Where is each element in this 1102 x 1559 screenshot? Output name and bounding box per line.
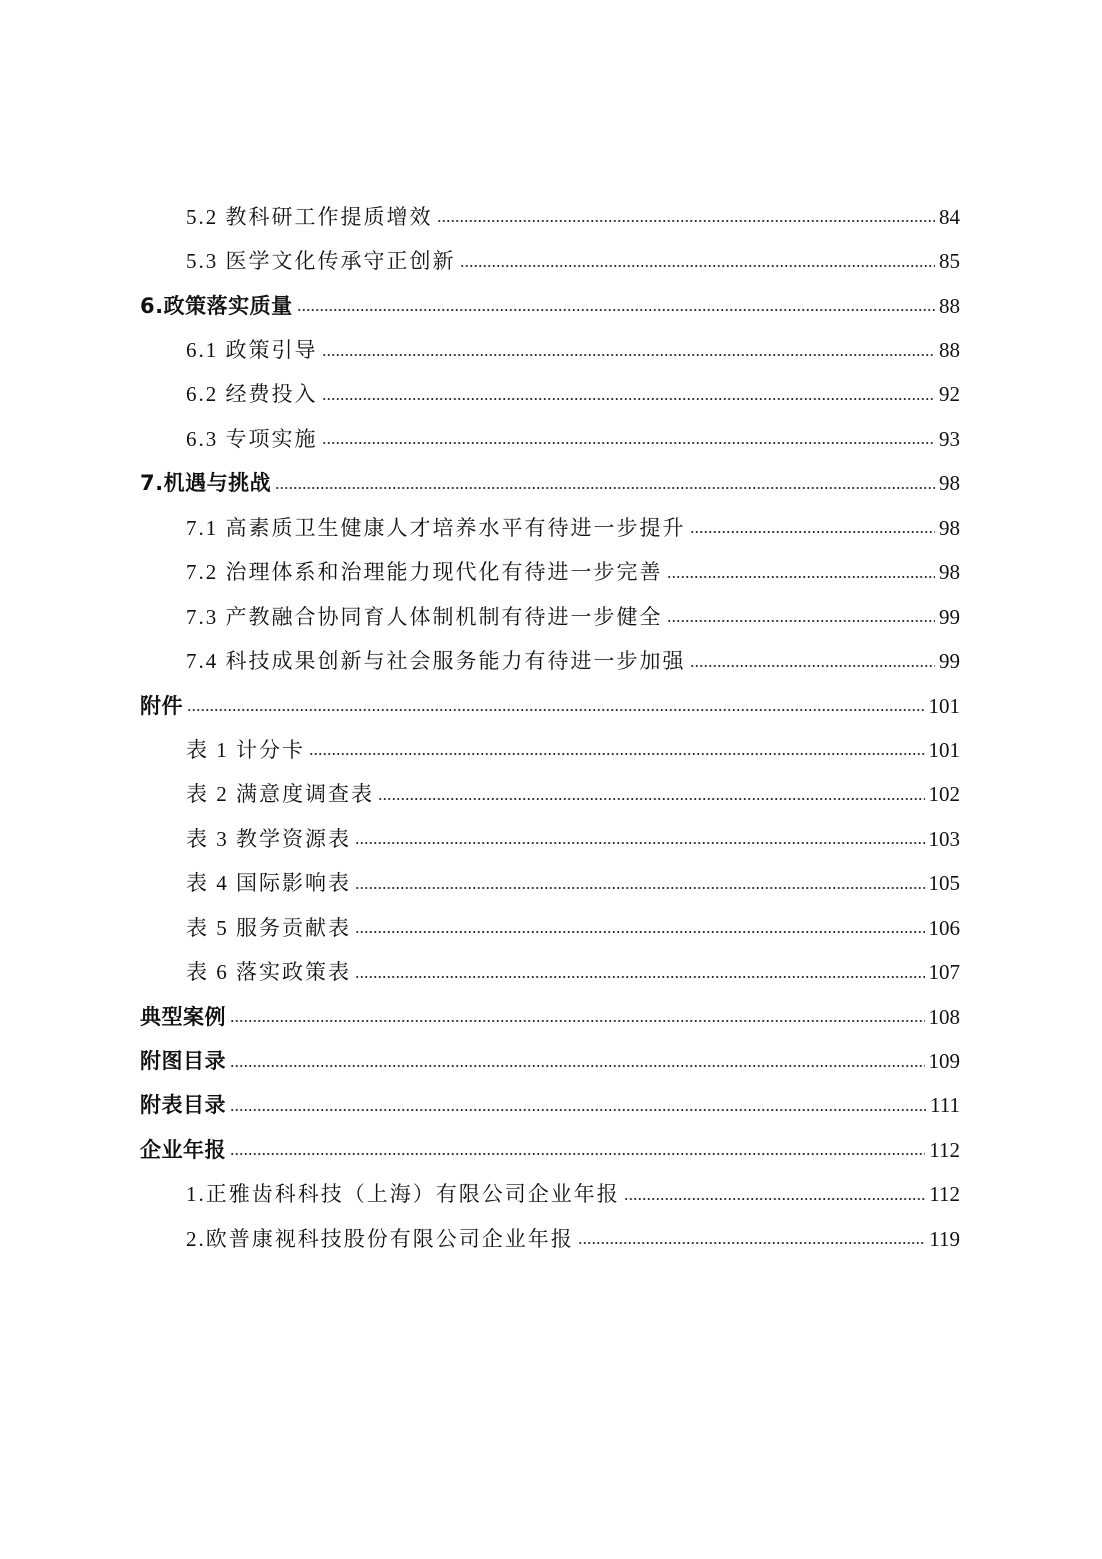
dot-leader bbox=[355, 838, 925, 848]
toc-entry-page-number: 102 bbox=[928, 782, 960, 807]
toc-entry-title: 5.2 教科研工作提质增效 bbox=[186, 204, 433, 229]
toc-entry-page-number: 98 bbox=[939, 515, 960, 540]
toc-entry[interactable] bbox=[140, 595, 960, 639]
toc-entry[interactable] bbox=[140, 817, 960, 861]
toc-entry-title: 7.2 治理体系和治理能力现代化有待进一步完善 bbox=[186, 560, 663, 585]
table-of-contents bbox=[140, 195, 960, 1262]
dot-leader bbox=[667, 616, 936, 626]
toc-section-title: 7.机遇与挑战 bbox=[140, 471, 272, 496]
toc-section-entry[interactable] bbox=[140, 995, 960, 1039]
toc-section-title: 6.政策落实质量 bbox=[140, 293, 293, 318]
toc-entry-title: 表 1 计分卡 bbox=[186, 737, 305, 762]
toc-section-entry[interactable] bbox=[140, 684, 960, 728]
dot-leader bbox=[355, 927, 925, 937]
toc-entry-page-number: 85 bbox=[939, 249, 960, 274]
toc-entry-page-number: 105 bbox=[928, 871, 960, 896]
toc-entry-page-number: 101 bbox=[928, 693, 960, 718]
toc-section-entry[interactable] bbox=[140, 1128, 960, 1172]
toc-entry-page-number: 88 bbox=[939, 338, 960, 363]
toc-entry-title: 表 3 教学资源表 bbox=[186, 826, 351, 851]
toc-entry[interactable] bbox=[140, 1217, 960, 1261]
toc-section-title: 附件 bbox=[140, 693, 183, 718]
toc-entry[interactable] bbox=[140, 239, 960, 283]
toc-section-title: 附图目录 bbox=[140, 1049, 226, 1074]
toc-section-title: 附表目录 bbox=[140, 1093, 226, 1118]
dot-leader bbox=[578, 1238, 926, 1248]
dot-leader bbox=[322, 438, 936, 448]
toc-entry[interactable] bbox=[140, 639, 960, 683]
toc-section-entry[interactable] bbox=[140, 462, 960, 506]
toc-entry-title: 表 6 落实政策表 bbox=[186, 960, 351, 985]
toc-entry-page-number: 112 bbox=[929, 1137, 960, 1162]
toc-entry[interactable] bbox=[140, 728, 960, 772]
toc-entry-title: 7.3 产教融合协同育人体制机制有待进一步健全 bbox=[186, 604, 663, 629]
toc-entry[interactable] bbox=[140, 551, 960, 595]
dot-leader bbox=[230, 1061, 925, 1071]
toc-section-entry[interactable] bbox=[140, 1084, 960, 1128]
toc-entry-page-number: 98 bbox=[939, 471, 960, 496]
dot-leader bbox=[378, 794, 925, 804]
toc-entry[interactable] bbox=[140, 328, 960, 372]
toc-section-entry[interactable] bbox=[140, 1039, 960, 1083]
toc-entry-page-number: 88 bbox=[939, 293, 960, 318]
toc-entry-title: 1.正雅齿科科技（上海）有限公司企业年报 bbox=[186, 1182, 620, 1207]
toc-entry[interactable] bbox=[140, 373, 960, 417]
toc-entry-title: 6.2 经费投入 bbox=[186, 382, 318, 407]
toc-entry-title: 6.3 专项实施 bbox=[186, 426, 318, 451]
toc-entry-page-number: 112 bbox=[929, 1182, 960, 1207]
toc-entry-title: 6.1 政策引导 bbox=[186, 338, 318, 363]
toc-section-entry[interactable] bbox=[140, 284, 960, 328]
toc-entry-page-number: 119 bbox=[929, 1226, 960, 1251]
dot-leader bbox=[230, 1149, 925, 1159]
toc-entry-page-number: 103 bbox=[928, 826, 960, 851]
toc-entry-page-number: 92 bbox=[939, 382, 960, 407]
dot-leader bbox=[355, 883, 925, 893]
toc-entry-title: 表 4 国际影响表 bbox=[186, 871, 351, 896]
dot-leader bbox=[690, 527, 936, 537]
toc-entry-page-number: 106 bbox=[928, 915, 960, 940]
dot-leader bbox=[187, 705, 925, 715]
toc-entry-page-number: 108 bbox=[928, 1004, 960, 1029]
toc-entry-title: 7.1 高素质卫生健康人才培养水平有待进一步提升 bbox=[186, 515, 686, 540]
dot-leader bbox=[355, 972, 925, 982]
dot-leader bbox=[322, 350, 936, 360]
dot-leader bbox=[230, 1105, 926, 1115]
dot-leader bbox=[667, 572, 936, 582]
dot-leader bbox=[309, 749, 925, 759]
dot-leader bbox=[690, 661, 936, 671]
dot-leader bbox=[437, 216, 936, 226]
toc-entry[interactable] bbox=[140, 506, 960, 550]
toc-entry[interactable] bbox=[140, 862, 960, 906]
toc-entry[interactable] bbox=[140, 417, 960, 461]
toc-entry-page-number: 84 bbox=[939, 204, 960, 229]
toc-entry-page-number: 99 bbox=[939, 604, 960, 629]
dot-leader bbox=[460, 261, 936, 271]
toc-entry-title: 7.4 科技成果创新与社会服务能力有待进一步加强 bbox=[186, 649, 686, 674]
toc-section-title: 企业年报 bbox=[140, 1137, 226, 1162]
toc-entry-title: 表 5 服务贡献表 bbox=[186, 915, 351, 940]
dot-leader bbox=[230, 1016, 925, 1026]
toc-entry[interactable] bbox=[140, 773, 960, 817]
toc-entry[interactable] bbox=[140, 950, 960, 994]
dot-leader bbox=[297, 305, 935, 315]
dot-leader bbox=[275, 483, 935, 493]
dot-leader bbox=[624, 1194, 926, 1204]
toc-entry-title: 5.3 医学文化传承守正创新 bbox=[186, 249, 456, 274]
toc-entry-page-number: 93 bbox=[939, 426, 960, 451]
toc-entry-page-number: 107 bbox=[928, 960, 960, 985]
toc-entry[interactable] bbox=[140, 906, 960, 950]
toc-entry-page-number: 99 bbox=[939, 649, 960, 674]
toc-entry-page-number: 98 bbox=[939, 560, 960, 585]
toc-entry[interactable] bbox=[140, 1173, 960, 1217]
toc-entry-page-number: 111 bbox=[930, 1093, 960, 1118]
toc-entry[interactable] bbox=[140, 195, 960, 239]
dot-leader bbox=[322, 394, 936, 404]
toc-entry-title: 2.欧普康视科技股份有限公司企业年报 bbox=[186, 1226, 574, 1251]
toc-entry-page-number: 101 bbox=[928, 737, 960, 762]
toc-entry-page-number: 109 bbox=[928, 1049, 960, 1074]
toc-section-title: 典型案例 bbox=[140, 1004, 226, 1029]
toc-entry-title: 表 2 满意度调查表 bbox=[186, 782, 374, 807]
